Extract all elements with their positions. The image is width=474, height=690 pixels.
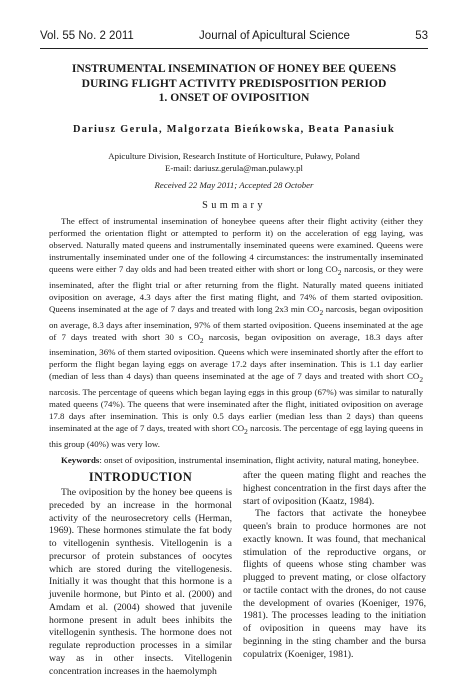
abstract [49,215,423,450]
right-column [243,470,426,661]
introduction-heading: INTRODUCTION [88,470,193,484]
co2-subscript: 2 [419,375,423,385]
affiliation-block [40,151,428,174]
email: E-mail: dariusz.gerula@man.pulawy.pl [165,162,303,173]
title-line-3: 1. ONSET OF OVIPOSITION [158,91,310,104]
co2-subscript: 2 [199,335,204,345]
received-accepted-dates: Received 22 May 2011; Accepted 28 October [154,180,314,190]
header-rule [40,48,428,49]
intro-paragraph-2: The factors that activate the honeybee queen's brain to produce hormones are not exactly known. It was found, that mechanical stimulation of the reproductive organs, or flights of queens whose sting chamber was plugged to prevent mating, or close olfactory or tactile contact with the drones, do not cause the development of ovaries (Koeniger, 1976, 1981). The processes leading to the initiation of oviposition in queens may have its beginning in the sting chamber and the bursa copulatrix (Koeniger, 1981). [243,508,426,660]
journal-name: Journal of Apicultural Science [199,30,350,42]
abstract-text-5: narcosis. The percentage of queens which began laying eggs in this group (67%) was similar to naturally mated queens (74%). The queens that were inseminated after the flight, initiated oviposition on average 17.8 days after insemination. This is only 0.5 days earlier (median less than 2 days) than queens inseminated at the age of 7 days, treated with short CO [49,387,423,434]
article-title [40,62,428,106]
abstract-text-4: narcosis, began oviposition on average, 18.3 days after insemination, 36% of them started oviposition. Queens which were inseminated shortly after the effort to perform the flight began laying eggs on average 17.2 days after insemination. This is 1.1 day earlier (median of less than 4 days) than queens inseminated at the age of 7 days and treated with short CO [49,331,423,382]
authors: Dariusz Gerula, Malgorzata Bieńkowska, Beata Panasiuk [72,124,396,135]
abstract-text-3: narcosis, began oviposition on average, 8.3 days after insemination, 97% of them started oviposition. Queens inseminated at the age of 7 days treated with short 30 s CO [49,303,423,342]
keywords-text: : onset of oviposition, instrumental insemination, flight activity, natural mating, honeybee. [99,455,419,465]
page-number: 53 [415,30,428,42]
co2-subscript: 2 [244,426,248,436]
abstract-text-2: narcosis, or they were inseminated, after the flight trial or after returning from the flight. Naturally mated queens initiated oviposition on average, 4.3 days after the first mating flight, and 74% of them started oviposition. Queens inseminated at the age of 7 days and treated with long 2x3 min CO [49,264,423,314]
volume-info: Vol. 55 No. 2 2011 [40,30,134,42]
abstract-text-6: narcosis. The percentage of egg laying queens in this group (40%) was very low. [49,423,423,449]
title-line-2: DURING FLIGHT ACTIVITY PREDISPOSITION PERIOD [81,76,387,90]
summary-heading: Summary [202,200,266,211]
affiliation: Apiculture Division, Research Institute of Horticulture, Puławy, Poland [108,151,360,161]
left-column [49,470,232,678]
keywords [49,454,423,466]
keywords-label: Keywords [61,455,100,465]
running-head [40,30,428,46]
abstract-text-1: The effect of instrumental insemination of honeybee queens after their flight activity (either they performed the orientation flight or attempted to perform it) on the acceleration of egg laying, was observed. Naturally mated queens and instrumentally inseminated queens were examined. Queens were instrumentally inseminated under one of the following 4 circumstances: the instrumentally inseminated queens were either 7 day olds and had been treated either with short or long CO [49,216,423,274]
intro-paragraph-1: The oviposition by the honey bee queens is preceded by an increase in the hormonal activity of the neurosecretory cells (Herman, 1969). These hormones stimulate the fat body to vitellogenin synthesis. Vitellogenin is a precursor of protein substances of oocytes which are stored during the vitellogenesis. Initially it was thought that this hormone is a juvenile hormone, but Pinto et al. (2000) and Amdam et al. (2004) showed that juvenile hormone present in adult bees inhibits the vitellogenin synthesis. The hormone does not regulate reproduction processes in a similar way as in other insects. Vitellogenin concentration increases in the haemolymph [49,487,232,677]
title-line-1: INSTRUMENTAL INSEMINATION OF HONEY BEE QUEENS [71,62,397,75]
co2-subscript: 2 [319,307,324,317]
co2-subscript: 2 [337,267,342,277]
intro-paragraph-1-continued: after the queen mating flight and reaches the highest concentration in the first days after the start of oviposition (Kaatz, 1984). [243,470,426,507]
